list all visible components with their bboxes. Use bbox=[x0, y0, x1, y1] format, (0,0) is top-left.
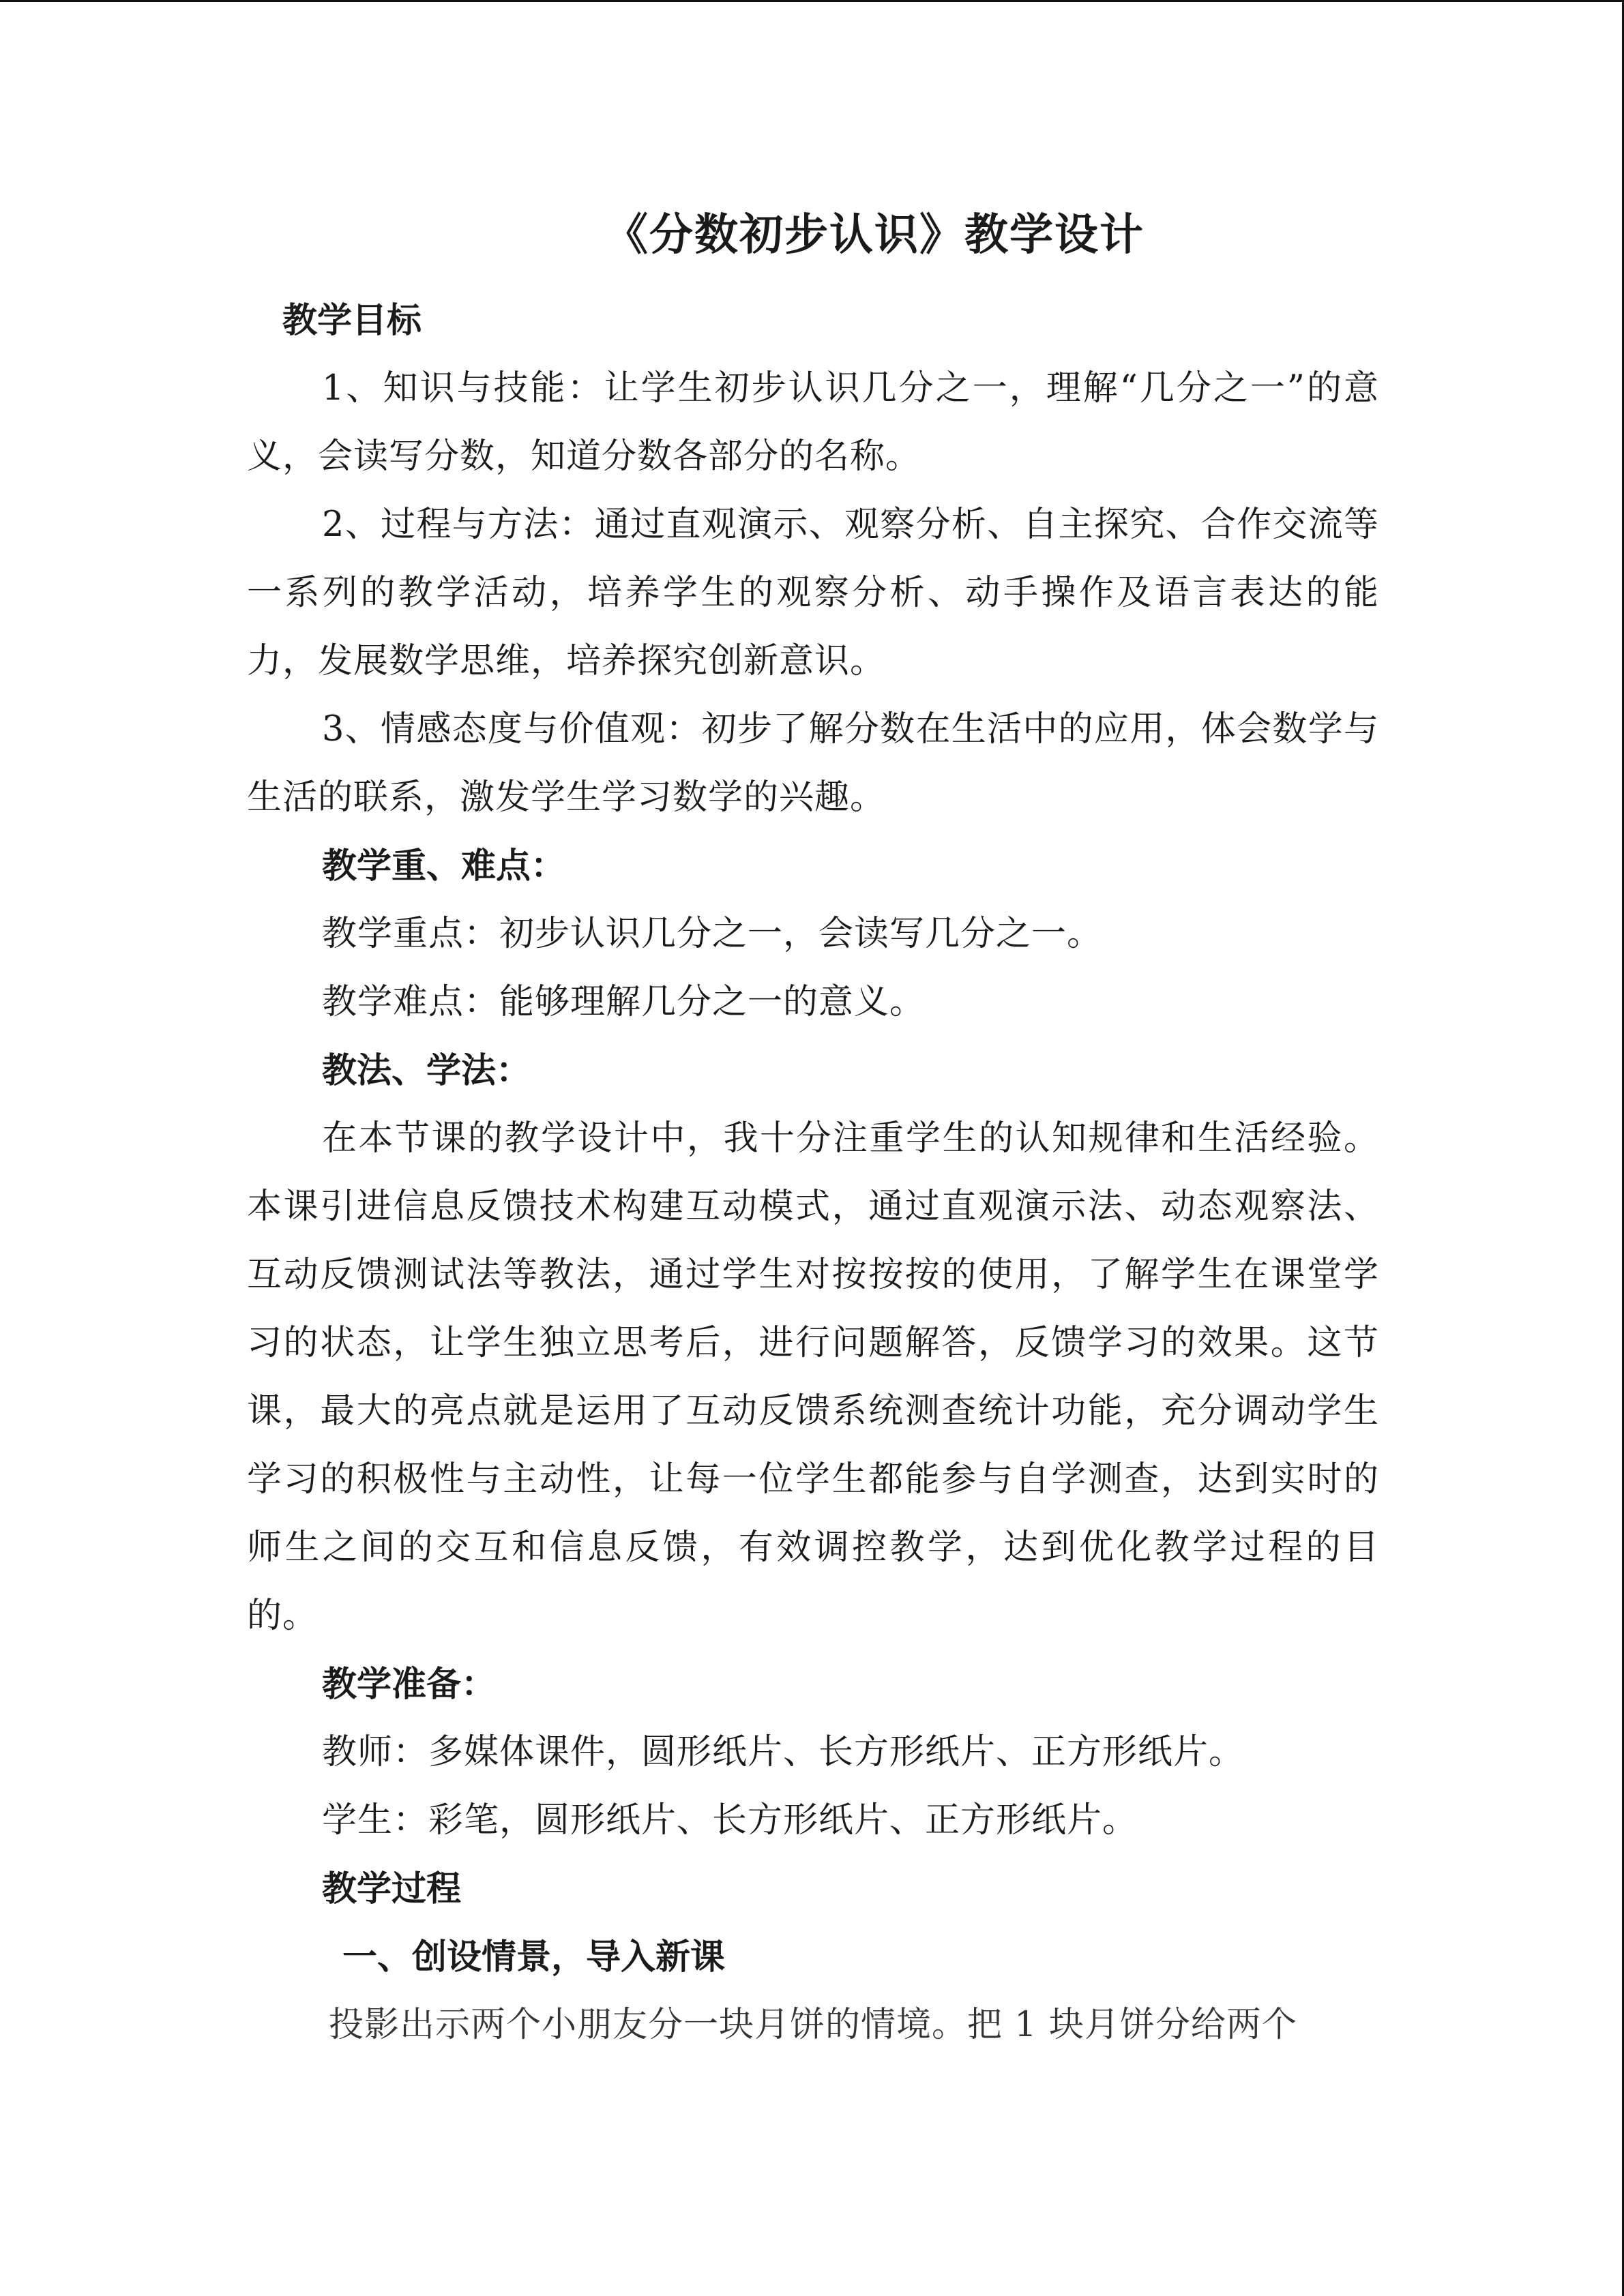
document-title: 《分数初步认识》教学设计 bbox=[604, 209, 1145, 260]
objective-paragraph: 2、过程与方法：通过直观演示、观察分析、自主探究、合作交流等一系列的教学活动，培养学生的观察分析、动手操作及语言表达的能力，发展数学思维，培养探究创新意识。 bbox=[247, 505, 1379, 681]
difficult-point-line: 教学难点：能够理解几分之一的意义。 bbox=[322, 982, 926, 1022]
methods-heading: 教法、学法： bbox=[322, 1050, 531, 1091]
section-1-paragraph: 投影出示两个小朋友分一块月饼的情境。把 1 块月饼分给两个 bbox=[329, 2005, 1297, 2045]
key-point-line: 教学重点：初步认识几分之一，会读写几分之一。 bbox=[322, 914, 1103, 954]
objectives-heading: 教学目标 bbox=[282, 300, 422, 341]
process-heading: 教学过程 bbox=[322, 1868, 462, 1909]
key-points-heading: 教学重、难点： bbox=[322, 846, 566, 886]
preparation-heading: 教学准备： bbox=[322, 1664, 497, 1705]
section-1-heading: 一、创设情景，导入新课 bbox=[342, 1937, 726, 1978]
student-preparation-line: 学生：彩笔，圆形纸片、长方形纸片、正方形纸片。 bbox=[322, 1800, 1138, 1840]
page-top-border bbox=[0, 0, 1624, 2]
objective-paragraph: 3、情感态度与价值观：初步了解分数在生活中的应用，体会数学与生活的联系，激发学生学习数学的兴趣。 bbox=[247, 709, 1379, 818]
teacher-preparation-line: 教师：多媒体课件，圆形纸片、长方形纸片、正方形纸片。 bbox=[322, 1732, 1245, 1772]
objective-paragraph: 1、知识与技能：让学生初步认识几分之一，理解“几分之一”的意义，会读写分数，知道分数各部分的名称。 bbox=[247, 368, 1379, 477]
document-body bbox=[247, 205, 1379, 2059]
methods-paragraph: 在本节课的教学设计中，我十分注重学生的认知规律和生活经验。本课引进信息反馈技术构建互动模式，通过直观演示法、动态观察法、互动反馈测试法等教法，通过学生对按按按的使用，了解学生在课堂学习的状态，让学生独立思考后，进行问题解答，反馈学习的效果。这节课，最大的亮点就是运用了互动反馈系统测查统计功能，充分调动学生学习的积极性与主动性，让每一位学生都能参与自学测查，达到实时的师生之间的交互和信息反馈，有效调控教学，达到优化教学过程的目的。 bbox=[247, 1118, 1379, 1636]
